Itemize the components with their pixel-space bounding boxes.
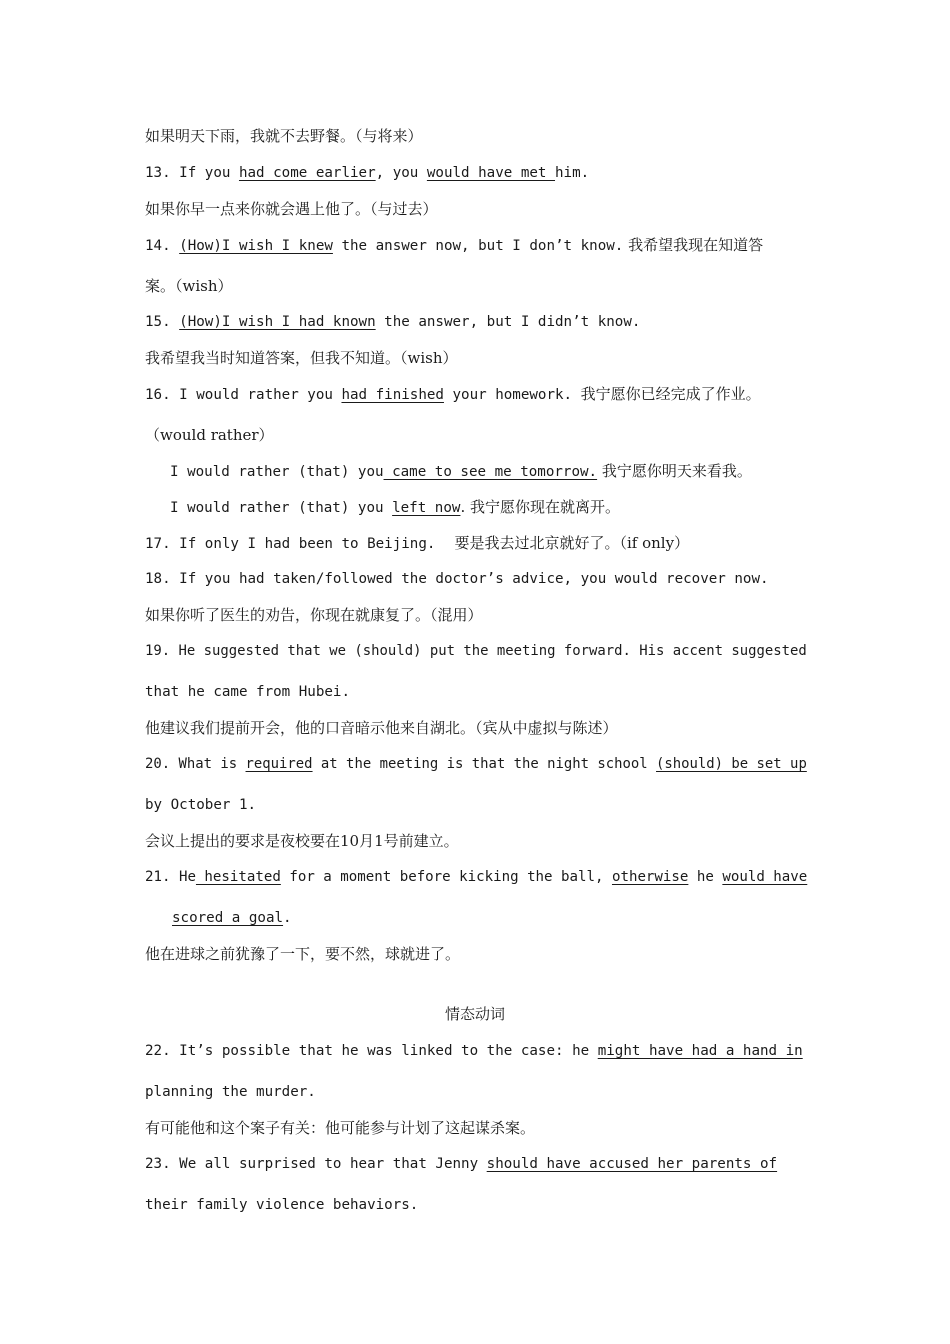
sentence-13-translation: 如果你早一点来你就会遇上他了。（与过去） [145, 200, 438, 218]
underlined-phrase: had come earlier [238, 165, 376, 181]
underlined-phrase: (How)I wish I knew [179, 238, 333, 254]
sentence-15-translation: 我希望我当时知道答案，但我不知道。（wish） [145, 349, 458, 367]
sentence-20: 20. What is required at the meeting is that the night school (should) be set up [145, 756, 807, 772]
sentence-16-example-1: I would rather (that) you came to see me tomorrow. 我宁愿你明天来看我。 [170, 462, 752, 480]
sentence-16: 16. I would rather you had finished your homework. 我宁愿你已经完成了作业。 [145, 385, 761, 403]
underlined-phrase: had finished [341, 387, 444, 403]
sentence-23: 23. We all surprised to hear that Jenny should have accused her parents of [145, 1156, 778, 1172]
sentence-16-example-2: I would rather (that) you left now. 我宁愿你现在就离开。 [170, 498, 620, 516]
underlined-phrase: came to see me tomorrow. [383, 464, 598, 480]
sentence-14: 14. (How)I wish I knew the answer now, but I don’t know. 我希望我现在知道答 [145, 236, 764, 254]
sentence-20-cont: by October 1. [145, 797, 257, 813]
sentence-21-translation: 他在进球之前犹豫了一下，要不然，球就进了。 [145, 945, 461, 963]
underlined-phrase: otherwise [611, 869, 689, 885]
sentence-23-cont: their family violence behaviors. [145, 1197, 419, 1213]
sentence-18-translation: 如果你听了医生的劝告，你现在就康复了。（混用） [145, 606, 483, 624]
sentence-19-translation: 他建议我们提前开会，他的口音暗示他来自湖北。（宾从中虚拟与陈述） [145, 719, 618, 737]
sentence-12-translation: 如果明天下雨，我就不去野餐。（与将来） [145, 127, 423, 145]
sentence-22-cont: planning the murder. [145, 1084, 316, 1100]
sentence-18: 18. If you had taken/followed the doctor’s advice, you would recover now. [145, 571, 769, 587]
underlined-phrase: hesitated [195, 869, 281, 885]
underlined-phrase: should have accused her parents of [486, 1156, 778, 1172]
underlined-phrase: left now [392, 500, 461, 516]
section-heading: 情态动词 [444, 1005, 505, 1023]
underlined-phrase: (How)I wish I had known [179, 314, 376, 330]
sentence-16-note: （would rather） [145, 426, 274, 444]
sentence-22-translation: 有可能他和这个案子有关：他可能参与计划了这起谋杀案。 [145, 1119, 536, 1137]
underlined-phrase: required [245, 756, 313, 772]
sentence-21: 21. He hesitated for a moment before kicking the ball, otherwise he would have [145, 869, 808, 885]
sentence-19: 19. He suggested that we (should) put the meeting forward. His accent suggested [145, 643, 807, 659]
underlined-phrase: might have had a hand in [597, 1043, 803, 1059]
underlined-phrase: would have [722, 869, 808, 885]
sentence-15: 15. (How)I wish I had known the answer, but I didn’t know. [145, 314, 641, 330]
sentence-22: 22. It’s possible that he was linked to the case: he might have had a hand in [145, 1043, 803, 1059]
underlined-phrase: (should) be set up [656, 756, 807, 772]
sentence-21-cont: scored a goal. [172, 910, 292, 926]
sentence-20-translation: 会议上提出的要求是夜校要在10月1号前建立。 [145, 832, 459, 850]
underlined-phrase: would have met [426, 165, 556, 181]
sentence-14-translation: 案。（wish） [145, 277, 233, 295]
sentence-17: 17. If only I had been to Beijing. 要是我去过北京就好了。（if only） [145, 534, 690, 552]
underlined-phrase: scored a goal [172, 910, 284, 926]
sentence-13: 13. If you had come earlier, you would have met him. [145, 165, 590, 181]
sentence-19-cont: that he came from Hubei. [145, 684, 350, 700]
